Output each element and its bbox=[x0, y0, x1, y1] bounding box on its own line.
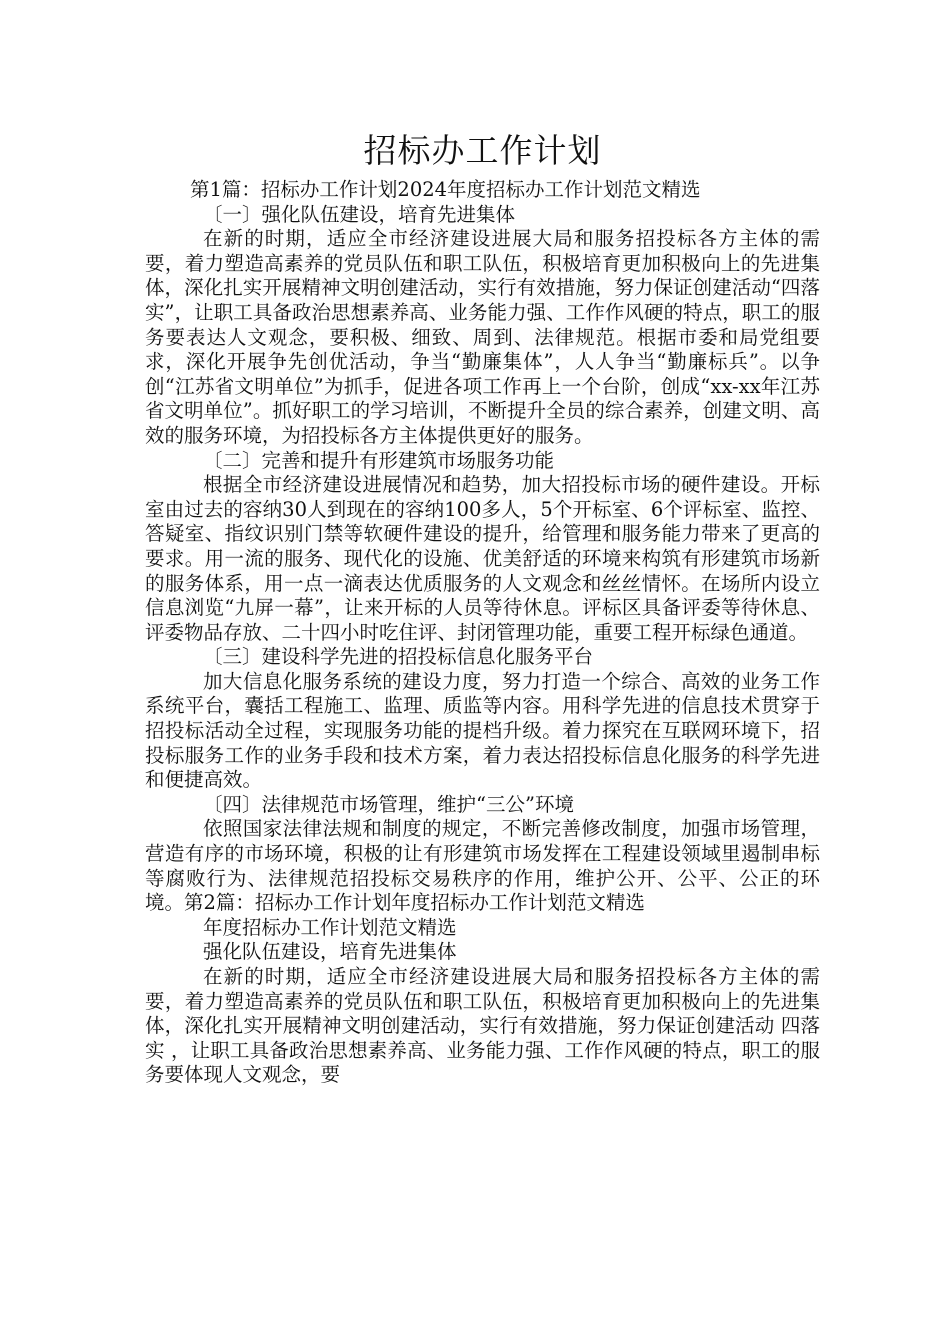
section-4-heading: 〔四〕法律规范市场管理，维护“三公”环境 bbox=[203, 792, 574, 816]
section-3-heading: 〔三〕建设科学先进的招投标信息化服务平台 bbox=[203, 645, 594, 669]
part-2-paragraph: 在新的时期，适应全市经济建设进展大局和服务招投标各方主体的需要，着力塑造高素养的党员队伍和职工队伍，积极培育更加积极向上的先进集体，深化扎实开展精神文明创建活动，实行有效措施，努力保证创建活动 四落实 ，让职工具备政治思想素养高、业务能力强、工作作风硬的特点，职工的服务要体现人文观念，要 bbox=[145, 965, 820, 1087]
section-2-heading: 〔二〕完善和提升有形建筑市场服务功能 bbox=[203, 448, 555, 472]
document-subtitle: 第1篇：招标办工作计划2024年度招标办工作计划范文精选 bbox=[190, 178, 701, 201]
section-3-paragraph: 加大信息化服务系统的建设力度，努力打造一个综合、高效的业务工作系统平台，囊括工程施工、监理、质监等内容。用科学先进的信息技术贯穿于招投标活动全过程，实现服务功能的提档升级。着力探究在互联网环境下，招投标服务工作的业务手段和技术方案，着力表达招投标信息化服务的科学先进和便捷高效。 bbox=[145, 669, 820, 792]
section-1-paragraph: 在新的时期，适应全市经济建设进展大局和服务招投标各方主体的需要，着力塑造高素养的党员队伍和职工队伍，积极培育更加积极向上的先进集体，深化扎实开展精神文明创建活动，实行有效措施，努力保证创建活动“四落实”，让职工具备政治思想素养高、业务能力强、工作作风硬的特点，职工的服务要表达人文观念，要积极、细致、周到、法律规范。根据市委和局党组要求，深化开展争先创优活动，争当“勤廉集体”，人人争当“勤廉标兵”。以争创“江苏省文明单位”为抓手，促进各项工作再上一个台阶，创成“xx-xx年江苏省文明单位”。抓好职工的学习培训，不断提升全员的综合素养，创建文明、高效的服务环境，为招投标各方主体提供更好的服务。 bbox=[145, 227, 820, 447]
part-2-section-heading: 强化队伍建设，培育先进集体 bbox=[203, 940, 457, 964]
section-2-paragraph: 根据全市经济建设进展情况和趋势，加大招投标市场的硬件建设。开标室由过去的容纳30人到现在的容纳100多人，5个开标室、6个评标室、监控、答疑室、指纹识别门禁等软硬件建设的提升，给管理和服务能力带来了更高的要求。用一流的服务、现代化的设施、优美舒适的环境来构筑有形建筑市场新的服务体系，用一点一滴表达优质服务的人文观念和丝丝情怀。在场所内设立信息浏览“九屏一幕”，让来开标的人员等待休息。评标区具备评委等待休息、评委物品存放、二十四小时吃住评、封闭管理功能，重要工程开标绿色通道。 bbox=[145, 473, 820, 644]
section-4-paragraph: 依照国家法律法规和制度的规定，不断完善修改制度，加强市场管理，营造有序的市场环境，积极的让有形建筑市场发挥在工程建设领域里遏制串标等腐败行为、法律规范招投标交易秩序的作用，维护公开、公平、公正的环境。第2篇：招标办工作计划年度招标办工作计划范文精选 bbox=[145, 817, 820, 915]
document-title: 招标办工作计划 bbox=[363, 131, 602, 170]
section-1-heading: 〔一〕强化队伍建设，培育先进集体 bbox=[203, 202, 516, 226]
part-2-heading: 年度招标办工作计划范文精选 bbox=[203, 915, 457, 939]
